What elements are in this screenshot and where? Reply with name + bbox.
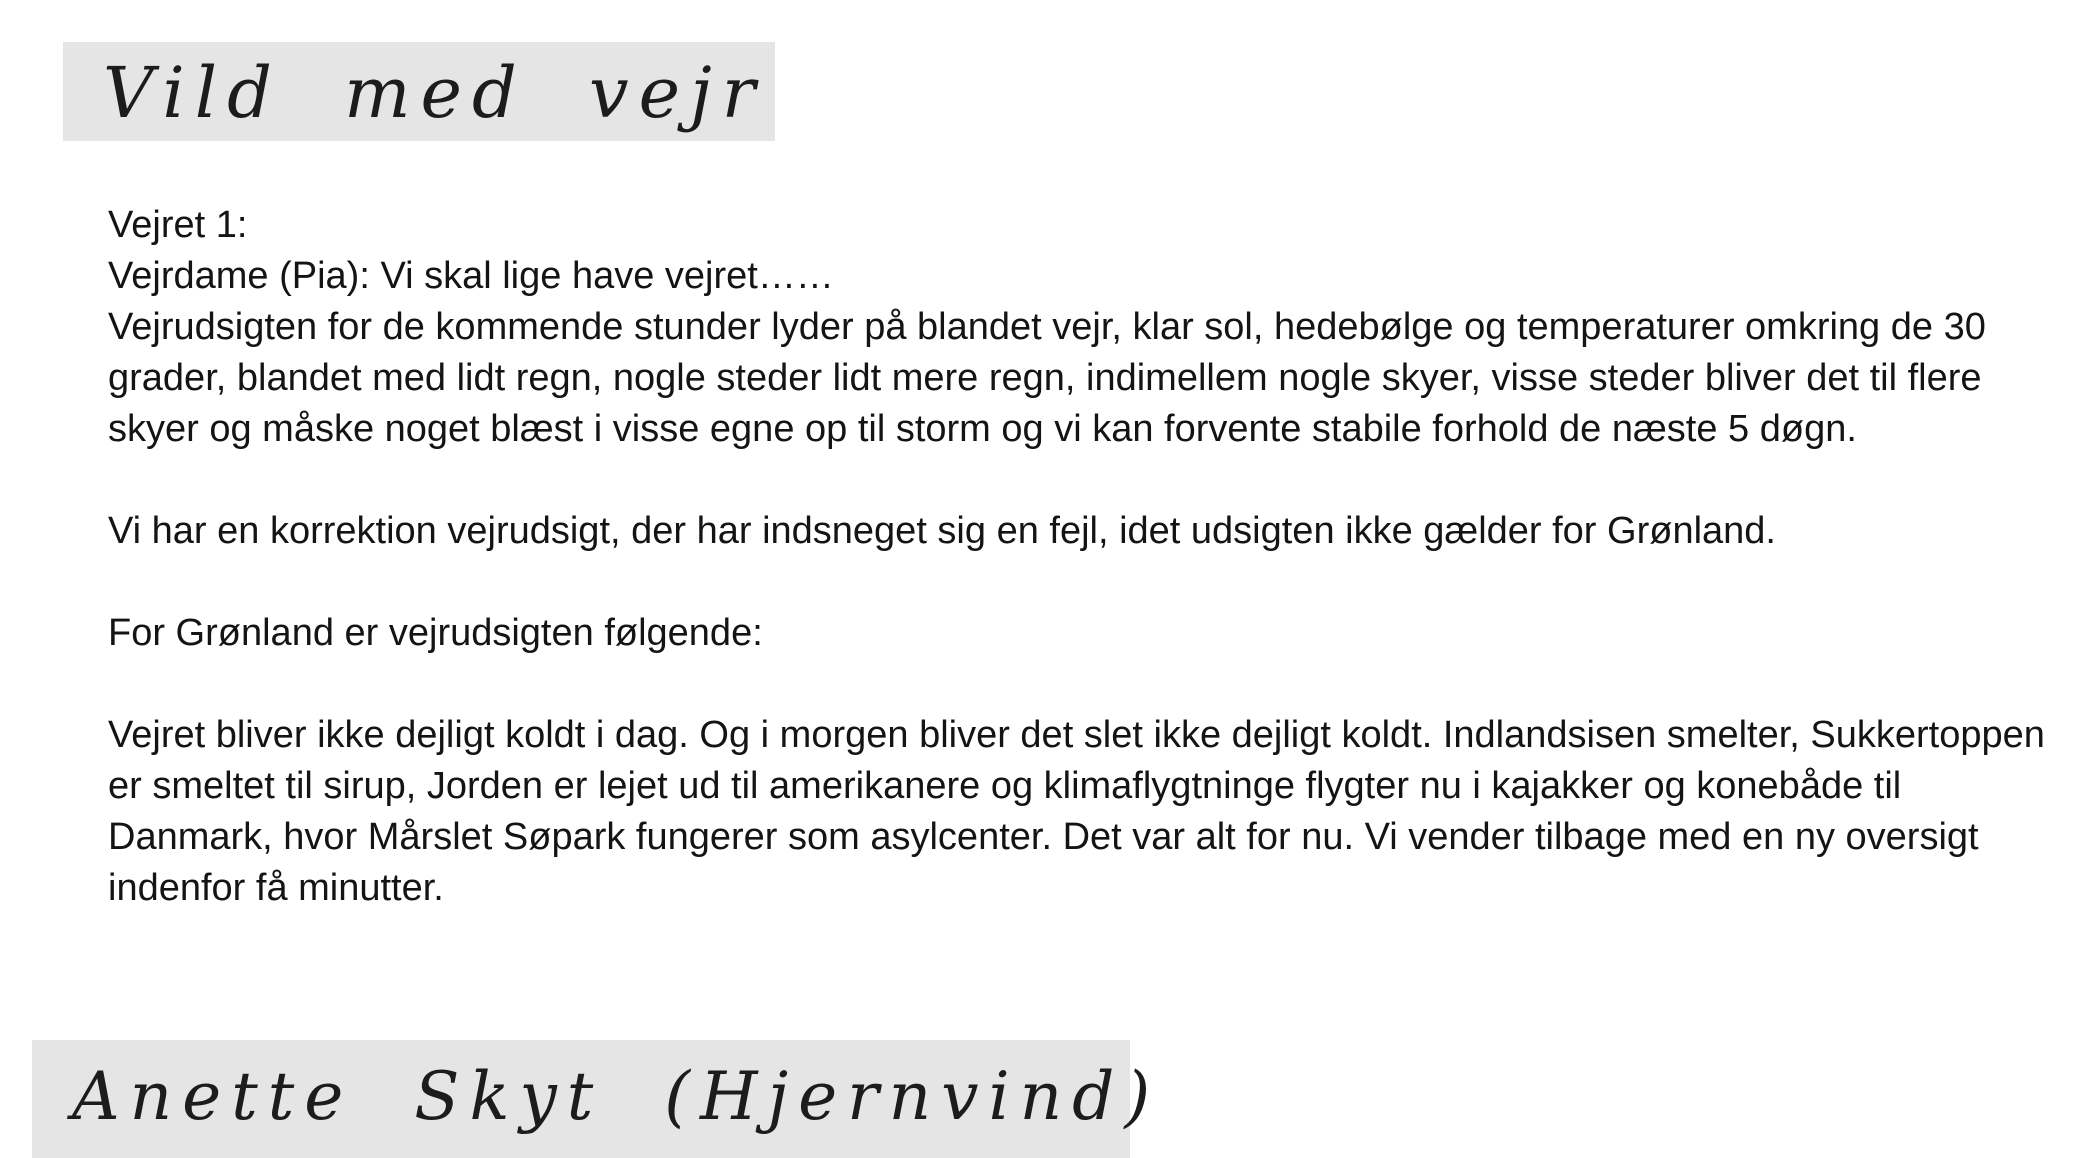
paragraph-gap	[108, 455, 2058, 506]
handwritten-title: Vild med vejr	[103, 52, 766, 134]
paragraph-gap	[108, 557, 2058, 608]
speaker-line: Vejrdame (Pia): Vi skal lige have vejret……	[108, 255, 834, 297]
greenland-intro: For Grønland er vejrudsigten følgende:	[108, 612, 763, 654]
script-body	[108, 200, 2058, 914]
paragraph-gap	[108, 659, 2058, 710]
forecast-paragraph: Vejrudsigten for de kommende stunder lyder på blandet vejr, klar sol, hedebølge og temperaturer omkring de 30 grader, blandet med lidt regn, nogle steder lidt mere regn, indimellem nogle skyer, visse steder bliver det til flere skyer og måske noget blæst i visse egne op til storm og vi kan forvente stabile forhold de næste 5 døgn.	[108, 306, 1986, 450]
scene-heading: Vejret 1:	[108, 204, 248, 246]
handwritten-author: Anette Skyt (Hjernvind)	[72, 1058, 1161, 1135]
greenland-forecast-paragraph: Vejret bliver ikke dejligt koldt i dag. Og i morgen bliver det slet ikke dejligt koldt. Indlandsisen smelter, Sukkertoppen er smeltet til sirup, Jorden er lejet ud til amerikanere og klimaflygtninge flygter nu i kajakker og konebåde til Danmark, hvor Mårslet Søpark fungerer som asylcenter. Det var alt for nu. Vi vender tilbage med en ny oversigt indenfor få minutter.	[108, 714, 2045, 909]
correction-paragraph: Vi har en korrektion vejrudsigt, der har indsneget sig en fejl, idet udsigten ikke gælder for Grønland.	[108, 510, 1776, 552]
handwritten-title-label	[63, 42, 775, 141]
handwritten-author-label	[32, 1040, 1161, 1158]
